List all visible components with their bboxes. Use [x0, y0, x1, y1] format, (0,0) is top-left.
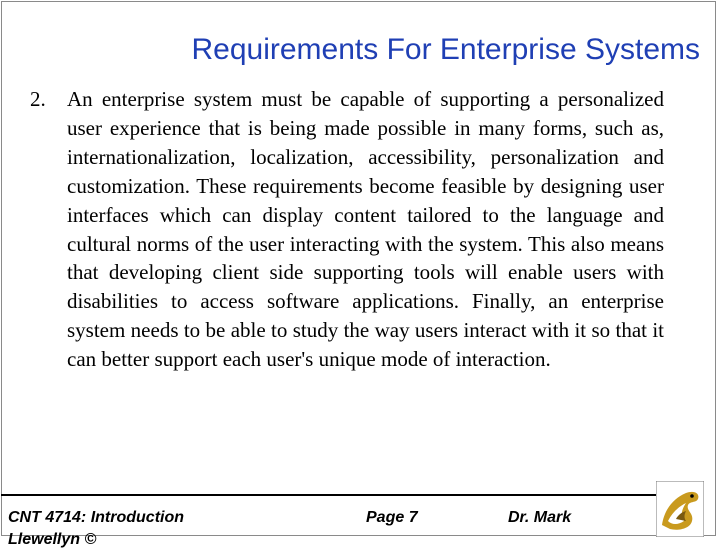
- slide-title: Requirements For Enterprise Systems: [191, 33, 700, 66]
- footer-author-continued: Llewellyn ©: [8, 531, 97, 548]
- footer-divider: [1, 494, 657, 496]
- body-paragraph: An enterprise system must be capable of supporting a personalized user experience that is being made possible in many forms, such as, internationalization, localization, accessibility, personalization and customization. These requirements become feasible by designing user interfaces which can display content tailored to the language and cultural norms of the user interacting with the system. This also means that developing client side supporting tools will enable users with disabilities to access software applications. Finally, an enterprise system needs to be able to study the way users interact with it so that it can better support each user's unique mode of interaction.: [67, 87, 664, 372]
- footer-author: Dr. Mark: [508, 509, 572, 526]
- footer-course: CNT 4714: Introduction: [8, 509, 185, 526]
- footer-page-number: Page 7: [366, 509, 418, 526]
- list-item-number: 2.: [30, 87, 46, 111]
- ucf-pegasus-logo-icon: [656, 481, 704, 537]
